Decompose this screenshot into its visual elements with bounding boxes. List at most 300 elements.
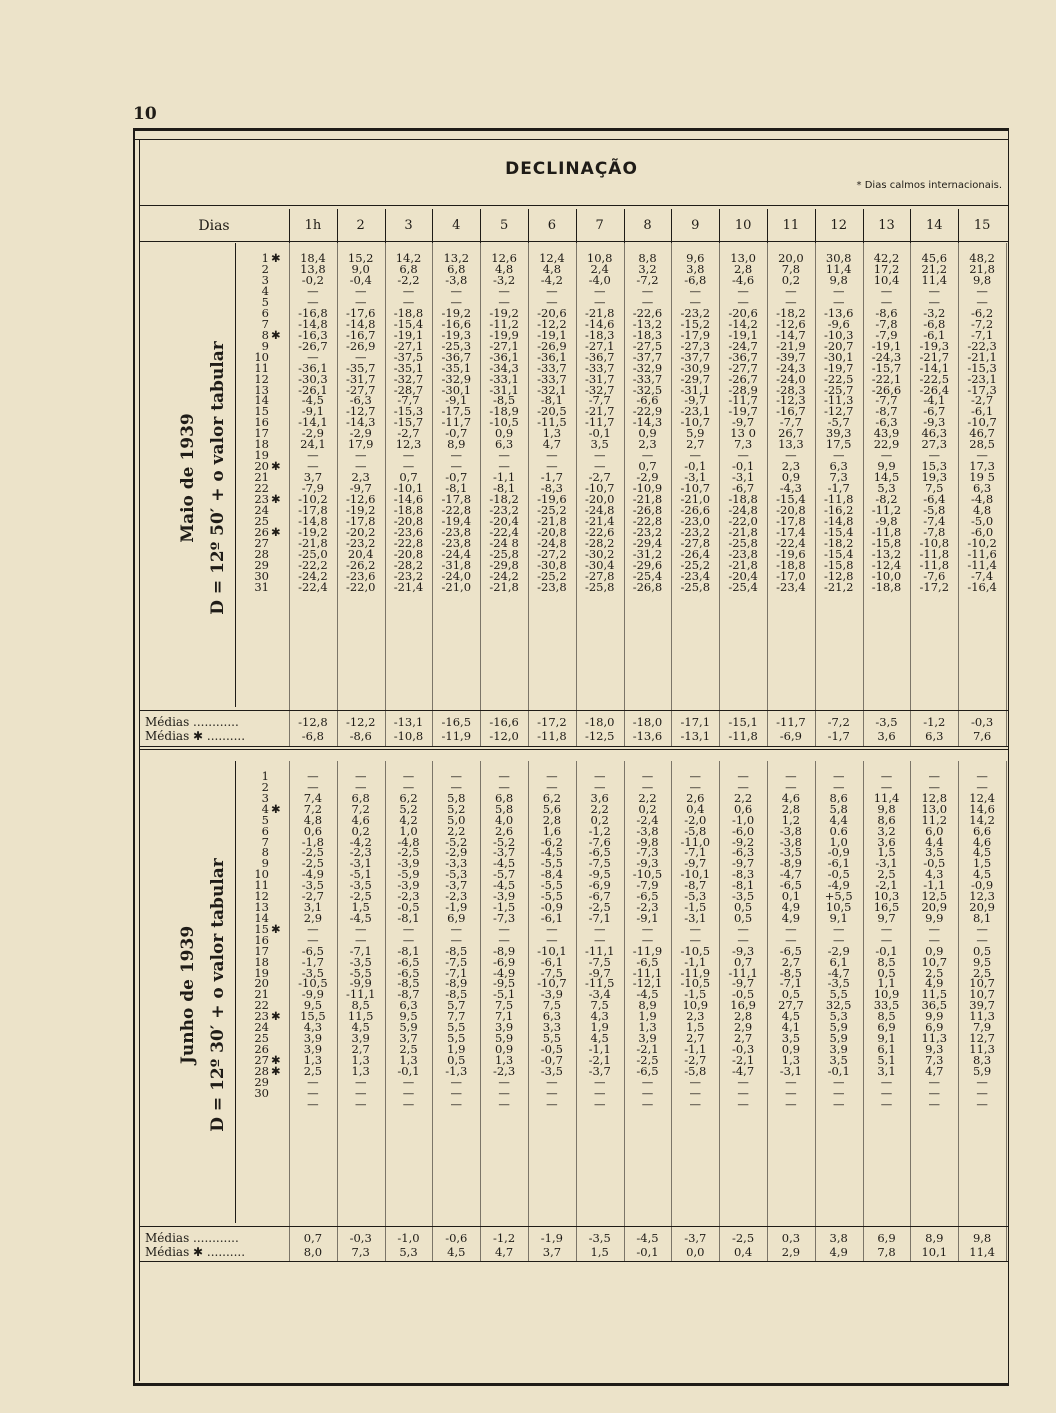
table-cell: -3,9 xyxy=(540,987,563,1002)
table-cell: -18,8 xyxy=(728,492,758,507)
table-cell: — xyxy=(354,769,367,783)
table-cell: — xyxy=(832,448,845,463)
table-cell: -25,4 xyxy=(632,568,663,583)
table-cell: -2,3 xyxy=(445,889,468,904)
table-cell: 2,8 xyxy=(733,261,753,276)
column-divider xyxy=(432,761,433,1261)
table-cell: -6,3 xyxy=(731,845,755,860)
table-cell: -14,8 xyxy=(823,514,854,529)
day-number: 13 xyxy=(254,900,269,915)
table-cell: -3,5 xyxy=(540,1063,563,1078)
table-cell: -19,6 xyxy=(776,546,806,561)
table-cell: 9,9 xyxy=(925,910,944,925)
average-cell: 10,1 xyxy=(921,1245,948,1259)
table-cell: — xyxy=(498,1085,510,1100)
table-cell: 2,5 xyxy=(399,1042,418,1056)
table-cell: — xyxy=(928,921,941,936)
table-cell: -31,7 xyxy=(345,371,376,386)
table-cell: -21,0 xyxy=(441,579,472,594)
day-number: 19 xyxy=(254,965,269,980)
day-number: 16 xyxy=(254,415,269,430)
table-cell: -23,8 xyxy=(728,546,758,561)
day-number: 3 xyxy=(261,790,269,805)
calm-day-marker: ✱ xyxy=(271,1052,281,1067)
table-cell: 13,2 xyxy=(443,251,470,265)
table-cell: -9,7 xyxy=(684,393,707,408)
table-cell: -7,3 xyxy=(636,845,659,860)
table-cell: 0,9 xyxy=(638,426,657,441)
table-cell: — xyxy=(880,294,893,309)
table-cell: 1,5 xyxy=(877,845,896,860)
table-cell: -21,4 xyxy=(393,579,424,594)
table-cell: -11,7 xyxy=(441,415,472,430)
table-cell: -9,6 xyxy=(827,316,850,331)
table-cell: -6,5 xyxy=(636,954,659,969)
table-cell: -17,8 xyxy=(441,492,472,507)
table-cell: -30,9 xyxy=(680,360,711,375)
table-cell: 4,9 xyxy=(781,900,801,915)
table-cell: -31,2 xyxy=(632,546,663,561)
hour-header-3: 3 xyxy=(404,218,413,233)
table-cell: -23,2 xyxy=(680,305,711,320)
table-cell: -4,9 xyxy=(492,965,516,980)
table-cell: -13,2 xyxy=(632,316,663,331)
table-cell: -29,7 xyxy=(680,371,711,386)
table-cell: -12,2 xyxy=(537,316,567,331)
header-column-divider xyxy=(337,209,338,243)
header-column-divider xyxy=(385,209,386,243)
column-divider xyxy=(480,761,481,1261)
day-number: 30 xyxy=(254,568,269,583)
table-cell: 0,7 xyxy=(733,954,753,969)
average-cell: -6,8 xyxy=(301,729,324,743)
average-cell: -16,6 xyxy=(489,715,519,729)
table-cell: 12,4 xyxy=(969,790,995,805)
table-cell: -18,8 xyxy=(776,557,806,572)
table-cell: -10,1 xyxy=(537,943,567,958)
table-cell: -17,8 xyxy=(298,503,328,518)
table-cell: -11,0 xyxy=(680,834,711,849)
table-cell: -2,5 xyxy=(636,1052,659,1067)
table-cell: -7,1 xyxy=(779,976,802,991)
average-cell: -12,8 xyxy=(298,715,328,729)
day-number: 4 xyxy=(261,283,269,298)
table-cell: 6,8 xyxy=(351,790,370,805)
table-cell: 4,5 xyxy=(351,1020,370,1035)
table-cell: -26,7 xyxy=(728,371,758,386)
table-cell: -31,1 xyxy=(680,382,711,397)
table-cell: — xyxy=(354,1074,367,1089)
table-cell: 3,2 xyxy=(638,261,657,276)
table-cell: 24,1 xyxy=(300,437,326,452)
average-cell: 0,7 xyxy=(303,1231,323,1245)
table-cell: -8,3 xyxy=(540,481,563,496)
table-cell: -15,4 xyxy=(823,546,854,561)
table-cell: -5,2 xyxy=(492,834,516,849)
table-cell: -21,7 xyxy=(919,349,950,364)
table-cell: -2,7 xyxy=(588,470,611,485)
day-number: 2 xyxy=(261,261,269,276)
table-cell: 20,4 xyxy=(347,546,374,561)
table-cell: — xyxy=(402,1085,415,1100)
column-divider xyxy=(1006,761,1007,1261)
average-cell: -4,5 xyxy=(636,1231,659,1245)
table-cell: 0,9 xyxy=(781,470,801,485)
day-number: 27 xyxy=(254,1052,269,1067)
day-number: 2 xyxy=(261,779,269,794)
table-cell: -10,0 xyxy=(871,568,902,583)
table-cell: -13,2 xyxy=(871,546,902,561)
table-cell: — xyxy=(402,769,415,783)
table-cell: 6,0 xyxy=(925,823,944,838)
table-cell: 3,2 xyxy=(877,823,896,838)
table-cell: — xyxy=(402,448,415,463)
table-cell: 11,2 xyxy=(921,812,948,827)
table-cell: -5,7 xyxy=(492,867,516,882)
table-cell: -10,7 xyxy=(967,415,997,430)
table-cell: — xyxy=(785,769,797,783)
table-cell: 0,5 xyxy=(781,987,801,1002)
section-bottom-rule-2 xyxy=(139,749,1008,750)
column-divider xyxy=(719,761,720,1261)
table-cell: -4,3 xyxy=(779,481,802,496)
table-cell: -2,3 xyxy=(349,845,372,860)
table-cell: -1,1 xyxy=(923,878,946,893)
table-cell: — xyxy=(689,1085,702,1100)
table-cell: 9,1 xyxy=(829,910,848,925)
table-cell: -23,4 xyxy=(776,579,806,594)
average-cell: -18,0 xyxy=(632,715,663,729)
table-cell: — xyxy=(354,283,367,298)
table-cell: -12,6 xyxy=(345,492,376,507)
table-cell: 5,8 xyxy=(494,801,514,816)
table-cell: — xyxy=(785,448,797,463)
table-cell: -24,2 xyxy=(489,568,519,583)
table-cell: 3,5 xyxy=(781,1031,801,1046)
table-cell: -5,5 xyxy=(349,965,372,980)
table-cell: 1,6 xyxy=(542,823,562,838)
column-divider xyxy=(719,243,720,746)
table-cell: -6,1 xyxy=(540,954,563,969)
table-cell: — xyxy=(641,1096,654,1111)
day-number: 15 xyxy=(254,921,269,936)
table-cell: -3,5 xyxy=(779,845,802,860)
table-cell: — xyxy=(498,932,510,947)
table-cell: — xyxy=(307,349,319,364)
average-cell: -12,0 xyxy=(489,729,519,743)
table-cell: -4,5 xyxy=(492,856,516,871)
table-cell: -22,1 xyxy=(871,371,902,386)
table-cell: -6,5 xyxy=(397,954,420,969)
table-cell: -4,6 xyxy=(731,272,755,287)
table-cell: 13 0 xyxy=(730,426,756,441)
table-cell: -3,7 xyxy=(492,845,516,860)
table-cell: 11,4 xyxy=(921,272,948,287)
table-cell: 3,9 xyxy=(638,1031,657,1046)
table-cell: 20,9 xyxy=(969,900,995,915)
hour-header-4: 4 xyxy=(452,218,461,233)
table-cell: -21,8 xyxy=(298,535,328,550)
table-cell: -3,7 xyxy=(588,1063,611,1078)
table-cell: -19,7 xyxy=(823,360,854,375)
table-cell: -27,3 xyxy=(680,338,711,353)
table-cell: — xyxy=(737,769,749,783)
table-cell: — xyxy=(928,283,941,298)
average-cell: 3,6 xyxy=(877,729,896,743)
table-cell: 5,8 xyxy=(447,790,466,805)
table-cell: — xyxy=(928,294,941,309)
calm-day-marker: ✱ xyxy=(271,459,281,474)
average-cell: 1,5 xyxy=(590,1245,609,1259)
table-cell: -9,1 xyxy=(301,404,324,419)
table-cell: -8,2 xyxy=(875,492,898,507)
table-cell: 33,5 xyxy=(873,998,900,1013)
table-cell: 5,7 xyxy=(447,998,466,1013)
table-cell: 3,6 xyxy=(590,790,609,805)
table-cell: -39,7 xyxy=(776,349,806,364)
column-divider xyxy=(1006,243,1007,746)
table-cell: 1,3 xyxy=(781,1052,801,1067)
table-cell: — xyxy=(450,448,463,463)
table-cell: 4,7 xyxy=(925,1063,944,1078)
table-cell: — xyxy=(641,294,654,309)
table-cell: — xyxy=(737,283,749,298)
table-cell: -9,7 xyxy=(588,965,611,980)
table-cell: -2,1 xyxy=(875,878,898,893)
table-cell: -2,7 xyxy=(301,889,324,904)
table-cell: -7,1 xyxy=(349,943,372,958)
table-cell: -4,7 xyxy=(731,1063,755,1078)
table-cell: — xyxy=(880,1085,893,1100)
table-cell: 10,7 xyxy=(969,987,995,1002)
table-cell: -9,1 xyxy=(445,393,468,408)
table-cell: 13,0 xyxy=(730,251,756,265)
table-cell: -14,8 xyxy=(298,316,328,331)
table-cell: — xyxy=(354,349,367,364)
table-cell: -5,1 xyxy=(349,867,372,882)
header-column-divider xyxy=(528,209,529,243)
table-cell: -19,6 xyxy=(537,492,567,507)
table-cell: 7,5 xyxy=(925,481,944,496)
column-divider xyxy=(910,761,911,1261)
average-cell: -16,5 xyxy=(441,715,472,729)
table-cell: 15,3 xyxy=(921,459,948,474)
table-cell: 8,6 xyxy=(877,812,896,827)
table-cell: -15,8 xyxy=(823,557,854,572)
table-cell: -19,2 xyxy=(441,305,472,320)
average-cell: -2,5 xyxy=(731,1231,755,1245)
table-cell: -24,8 xyxy=(584,503,615,518)
table-cell: -9,7 xyxy=(684,856,707,871)
table-cell: -6,1 xyxy=(827,856,850,871)
table-cell: — xyxy=(498,283,510,298)
table-cell: 9,6 xyxy=(686,251,705,265)
column-divider xyxy=(958,243,959,746)
table-cell: -21,8 xyxy=(537,514,567,529)
table-cell: -11,1 xyxy=(632,965,663,980)
table-cell: -34,3 xyxy=(489,360,519,375)
averages-label: Médias ............ xyxy=(145,1231,239,1245)
table-cell: -8,1 xyxy=(397,943,420,958)
table-cell: -16,2 xyxy=(823,503,854,518)
table-cell: — xyxy=(689,1074,702,1089)
table-cell: -4,9 xyxy=(301,867,324,882)
column-divider xyxy=(528,761,529,1261)
table-cell: -33,1 xyxy=(489,371,519,386)
table-cell: -1,5 xyxy=(684,987,707,1002)
table-cell: -8,5 xyxy=(397,976,420,991)
table-cell: -23,1 xyxy=(967,371,997,386)
table-cell: -23,2 xyxy=(680,525,711,539)
table-cell: 0,7 xyxy=(638,459,657,474)
table-cell: 21,8 xyxy=(969,261,995,276)
table-cell: 14,6 xyxy=(969,801,995,816)
table-cell: — xyxy=(546,1085,558,1100)
table-cell: 1,9 xyxy=(447,1042,466,1056)
day-number: 20 xyxy=(254,976,269,991)
table-cell: -0,7 xyxy=(540,1052,563,1067)
table-cell: -9,8 xyxy=(875,514,898,529)
table-cell: -25,8 xyxy=(584,579,615,594)
table-cell: -2,9 xyxy=(349,426,372,441)
table-cell: — xyxy=(832,769,845,783)
table-cell: -15,7 xyxy=(393,415,424,430)
table-cell: -14,8 xyxy=(345,316,376,331)
table-cell: -3,1 xyxy=(731,470,755,485)
table-cell: 9,8 xyxy=(829,272,848,287)
table-cell: -4,5 xyxy=(349,910,372,925)
table-cell: 10,5 xyxy=(825,900,852,915)
day-number: 26 xyxy=(254,525,269,539)
average-cell: 3,8 xyxy=(829,1231,848,1245)
average-cell: 8,9 xyxy=(925,1231,944,1245)
day-number: 5 xyxy=(261,294,269,309)
table-cell: 3,8 xyxy=(686,261,705,276)
table-cell: -19,7 xyxy=(728,404,758,419)
table-cell: — xyxy=(880,932,893,947)
table-cell: — xyxy=(546,283,558,298)
table-cell: -5,0 xyxy=(970,514,994,529)
table-cell: 0,2 xyxy=(638,801,657,816)
table-cell: -0,1 xyxy=(827,1063,850,1078)
average-cell: -1,7 xyxy=(827,729,850,743)
table-cell: -0,9 xyxy=(970,878,994,893)
table-cell: — xyxy=(832,283,845,298)
table-cell: 1,3 xyxy=(351,1063,370,1078)
table-cell: — xyxy=(354,932,367,947)
column-divider xyxy=(910,243,911,746)
day-number: 19 xyxy=(254,448,269,463)
table-cell: 6,3 xyxy=(829,459,848,474)
table-cell: -12,3 xyxy=(776,393,806,408)
table-cell: 7,3 xyxy=(733,437,753,452)
table-cell: -10,1 xyxy=(680,867,711,882)
table-cell: -6,8 xyxy=(684,272,707,287)
column-divider xyxy=(337,761,338,1261)
table-cell: -6,1 xyxy=(540,910,563,925)
table-cell: -6,5 xyxy=(397,965,420,980)
table-cell: 21,2 xyxy=(921,261,948,276)
table-cell: -6,5 xyxy=(636,1063,659,1078)
table-cell: -7,8 xyxy=(875,316,898,331)
table-cell: -6,5 xyxy=(779,943,802,958)
table-cell: 4,6 xyxy=(781,790,801,805)
table-cell: — xyxy=(307,921,319,936)
hour-header-15: 15 xyxy=(973,218,991,233)
hour-header-9: 9 xyxy=(691,218,700,233)
table-cell: -14,1 xyxy=(298,415,328,430)
table-cell: -27,1 xyxy=(489,338,519,353)
table-cell: -24,2 xyxy=(298,568,328,583)
day-number: 17 xyxy=(254,943,269,958)
table-cell: 1,2 xyxy=(781,812,801,827)
calm-day-marker: ✱ xyxy=(271,492,281,507)
table-cell: 4,2 xyxy=(399,812,418,827)
table-cell: 20,0 xyxy=(778,251,804,265)
table-cell: -12,1 xyxy=(632,976,663,991)
table-cell: -0,1 xyxy=(875,943,898,958)
day-number: 9 xyxy=(261,338,269,353)
average-cell: -0,3 xyxy=(970,715,994,729)
table-cell: -26,7 xyxy=(298,338,328,353)
table-cell: -2,3 xyxy=(492,1063,516,1078)
table-cell: -15,3 xyxy=(393,404,424,419)
table-cell: — xyxy=(593,1085,606,1100)
table-cell: 0,5 xyxy=(972,943,992,958)
table-cell: -27,2 xyxy=(537,546,567,561)
header-column-divider xyxy=(958,209,959,243)
hour-header-5: 5 xyxy=(499,218,509,233)
table-cell: -6,2 xyxy=(970,305,994,320)
day-number: 28 xyxy=(254,1063,269,1078)
table-cell: -26,6 xyxy=(680,503,711,518)
table-cell: 6,6 xyxy=(972,823,992,838)
table-cell: — xyxy=(498,779,510,794)
average-cell: 3,7 xyxy=(542,1245,562,1259)
table-cell: — xyxy=(689,448,702,463)
table-cell: -26,8 xyxy=(632,579,663,594)
table-cell: — xyxy=(402,932,415,947)
day-number: 10 xyxy=(254,867,269,882)
table-cell: -26,4 xyxy=(919,382,950,397)
table-cell: -11,5 xyxy=(537,415,567,430)
table-cell: -23,2 xyxy=(345,535,376,550)
table-cell: — xyxy=(689,779,702,794)
table-cell: — xyxy=(880,448,893,463)
table-cell: -2,3 xyxy=(397,889,420,904)
day-number: 1 xyxy=(261,251,269,265)
table-cell: -20,8 xyxy=(393,546,424,561)
hour-header-1: 1h xyxy=(304,218,322,233)
table-cell: — xyxy=(307,769,319,783)
table-cell: 5,9 xyxy=(829,1020,848,1035)
table-cell: -14,8 xyxy=(298,514,328,529)
table-cell: — xyxy=(450,921,463,936)
table-cell: -33,7 xyxy=(632,371,663,386)
table-cell: 5,9 xyxy=(399,1020,418,1035)
table-cell: -20,6 xyxy=(537,305,567,320)
table-cell: -9,3 xyxy=(923,415,946,430)
table-cell: -2,9 xyxy=(301,426,324,441)
table-cell: 27,3 xyxy=(921,437,948,452)
table-cell: -3,9 xyxy=(397,878,420,893)
table-cell: -9,9 xyxy=(301,987,324,1002)
table-cell: -12,7 xyxy=(345,404,376,419)
table-cell: -9,9 xyxy=(349,976,372,991)
table-cell: 8,8 xyxy=(638,251,657,265)
table-cell: 8,9 xyxy=(447,437,466,452)
table-cell: 4,4 xyxy=(829,812,848,827)
